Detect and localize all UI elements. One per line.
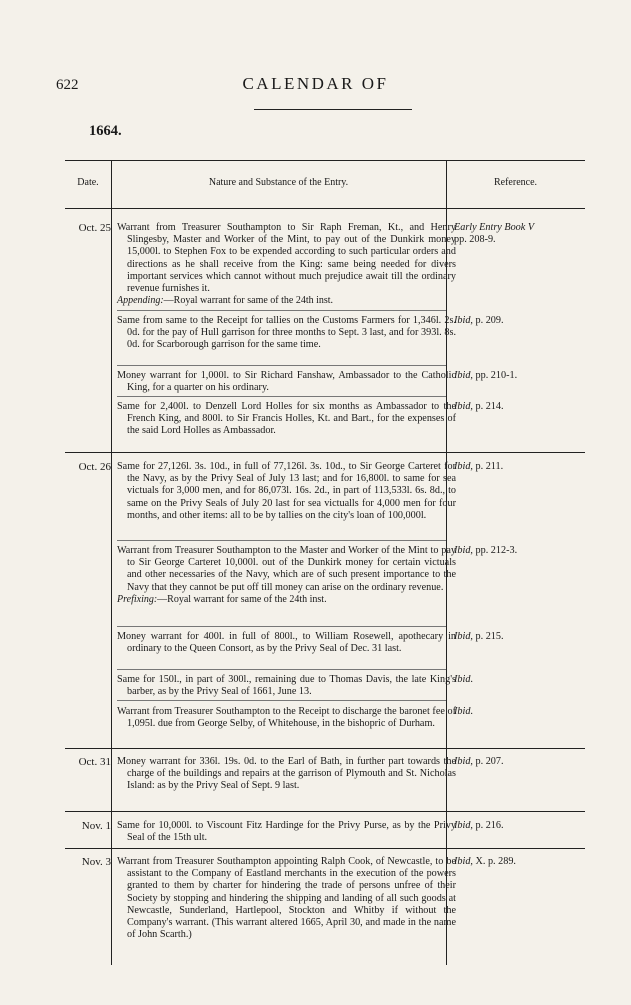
reference-text: , X. p. 289. — [470, 856, 516, 867]
reference-text: , p. 209. — [470, 315, 504, 326]
entry-reference — [454, 461, 584, 473]
entry-date: Oct. 25 — [78, 222, 111, 234]
reference-text: , p. 216. — [470, 820, 504, 831]
entry-reference — [454, 674, 584, 686]
page-number: 622 — [56, 77, 79, 93]
reference-label: Ibid — [454, 674, 471, 685]
entry-divider — [117, 310, 446, 311]
entry-reference — [454, 401, 584, 413]
entry-date: Nov. 1 — [81, 820, 111, 832]
reference-label: Ibid — [454, 401, 471, 412]
entry-divider — [117, 669, 446, 670]
entry-reference — [454, 706, 584, 718]
entry-date: Oct. 31 — [78, 756, 111, 768]
head-rule — [254, 109, 412, 110]
reference-label: Ibid — [454, 461, 471, 472]
entry-body: Same for 150l., in part of 300l., remaining due to Thomas Davis, the late King's barber, as by the Privy Seal of 1661, June 13. — [117, 674, 456, 698]
reference-text: . — [470, 706, 473, 717]
entry-reference — [454, 820, 584, 832]
reference-label: Early Entry Book V — [454, 222, 535, 233]
entry-reference — [454, 631, 584, 643]
entry-reference — [454, 856, 584, 868]
entry-reference — [454, 545, 584, 557]
entry-reference — [454, 315, 584, 327]
entry-body: Same for 27,126l. 3s. 10d., in full of 77,126l. 3s. 10d., to Sir George Carteret for the Navy, as by the Privy Seal of July 13 last; and for 16,800l. to same for sea victuals for 3,000 men, and for 86,073l. 16s. 2d., in part of 113,533l. 6s. 8d., to same on the Privy Seals of July 20 last for sea victualls for 4,000 men for four months, and other items: all to be by tallies on the city's loan of 100,000l. — [117, 461, 456, 521]
reference-text: . — [470, 674, 473, 685]
note-text: —Royal warrant for same of the 24th inst. — [157, 593, 327, 605]
note-label: Appending: — [117, 295, 164, 307]
note-label: Prefixing: — [117, 593, 158, 605]
date-group-rule — [65, 811, 585, 812]
entry-body: Money warrant for 336l. 19s. 0d. to the Earl of Bath, in further part towards the charge of the buildings and repairs at the garrison of Plymouth and St. Nicholas Island: as by the Privy Seal of Sept. 9 last. — [117, 756, 456, 792]
entry-body: Warrant from Treasurer Southampton to the Receipt to discharge the baronet fee of 1,095l. due from George Selby, of Whitehouse, in the bishopric of Durham. — [117, 706, 456, 730]
header-bottom-rule — [65, 208, 585, 209]
entry-divider — [117, 540, 446, 541]
reference-label: Ibid — [454, 545, 471, 556]
reference-text: , pp. 210-1. — [470, 370, 518, 381]
entry-body: Money warrant for 400l. in full of 800l., to William Rosewell, apothecary in ordinary to the Queen Consort, as by the Privy Seal of Dec. 31 last. — [117, 631, 456, 655]
entry-reference — [454, 756, 584, 768]
entry-body: Same from same to the Receipt for tallies on the Customs Farmers for 1,346l. 2s. 0d. for the pay of Hull garrison for three months to Sept. 3 last, and for 393l. 8s. 0d. for Scarborough garrison for the same time. — [117, 315, 456, 351]
entry-text — [117, 856, 456, 941]
entry-body: Warrant from Treasurer Southampton appointing Ralph Cook, of Newcastle, to be assistant to the Company of Eastland merchants in the execution of the powers granted to them by charter for hindering the trade of persons unfree of their Society by stopping and hindering the shipping and landing of all such goods at Newcastle, Sunderland, Hartlepool, Stockton and Whitby if without the Company's warrant. (This warrant altered 1665, April 30, and made in the name of John Scarth.) — [117, 856, 456, 941]
date-column-divider — [111, 160, 112, 965]
entry-divider — [117, 365, 446, 366]
entry-text — [117, 756, 456, 793]
entry-divider — [117, 396, 446, 397]
note-text: —Royal warrant for same of the 24th inst. — [163, 295, 334, 307]
reference-label: Ibid — [454, 631, 471, 642]
entry-divider — [117, 700, 446, 701]
entry-note — [117, 295, 456, 307]
entry-date: Oct. 26 — [78, 461, 111, 473]
reference-label: Ibid — [454, 315, 471, 326]
entry-date: Nov. 3 — [81, 856, 111, 868]
header-reference: Reference. — [493, 177, 538, 188]
entry-text — [117, 461, 456, 522]
entry-body: Same for 10,000l. to Viscount Fitz Hardinge for the Privy Purse, as by the Privy Seal of the 15th ult. — [117, 820, 456, 844]
calendar-table — [65, 160, 585, 965]
reference-label: Ibid — [454, 820, 471, 831]
entry-text — [117, 706, 456, 730]
entry-text — [117, 631, 456, 655]
date-group-rule — [65, 748, 585, 749]
entry-reference — [454, 370, 584, 382]
reference-text: , p. 214. — [470, 401, 504, 412]
entry-text — [117, 222, 456, 307]
entry-text — [117, 401, 456, 438]
entry-body: Warrant from Treasurer Southampton to Sir Raph Freman, Kt., and Henry Slingesby, Master and Worker of the Mint, to pay out of the Dunkirk money 15,000l. to Stephen Fox to be expended according to such particular orders and directions as he shall receive from the King: same being needed for divers important services which cannot without much prejudice await till the ordinary revenue furnishes it. — [117, 222, 456, 295]
reference-text: pp. 208-9. — [454, 234, 496, 246]
reference-label: Ibid — [454, 370, 471, 381]
entry-note — [117, 593, 456, 606]
entry-text — [117, 545, 456, 606]
reference-label: Ibid — [454, 856, 471, 867]
entry-reference — [454, 222, 584, 246]
date-group-rule — [65, 452, 585, 453]
entry-text — [117, 820, 456, 844]
reference-text: , p. 207. — [470, 756, 504, 767]
entry-body: Warrant from Treasurer Southampton to the Master and Worker of the Mint to pay to Sir George Carteret 10,000l. out of the Dunkirk money for certain victuals and other necessaries of the Navy, which are of such present importance to the Navy that they cannot be put off till money can arise on the ordinary revenue. — [117, 545, 456, 593]
running-head: CALENDAR OF — [242, 74, 389, 93]
entry-text — [117, 315, 456, 352]
reference-label: Ibid — [454, 756, 471, 767]
entry-text — [117, 370, 456, 394]
entry-body: Same for 2,400l. to Denzell Lord Holles for six months as Ambassador to the French King, and 800l. to Sir Francis Holles, Kt. and Bart., for the expenses of the said Lord Holles as Ambassador. — [117, 401, 456, 437]
reference-text: , p. 211. — [470, 461, 504, 472]
header-nature: Nature and Substance of the Entry. — [208, 177, 349, 188]
header-date: Date. — [77, 177, 99, 188]
entry-text — [117, 674, 456, 698]
table-top-rule — [65, 160, 585, 161]
reference-text: , pp. 212-3. — [470, 545, 518, 556]
entry-body: Money warrant for 1,000l. to Sir Richard Fanshaw, Ambassador to the Catholic King, for a quarter on his ordinary. — [117, 370, 456, 394]
entry-divider — [117, 626, 446, 627]
reference-text: , p. 215. — [470, 631, 504, 642]
reference-label: Ibid — [454, 706, 471, 717]
date-group-rule — [65, 848, 585, 849]
year-heading: 1664. — [89, 123, 122, 139]
